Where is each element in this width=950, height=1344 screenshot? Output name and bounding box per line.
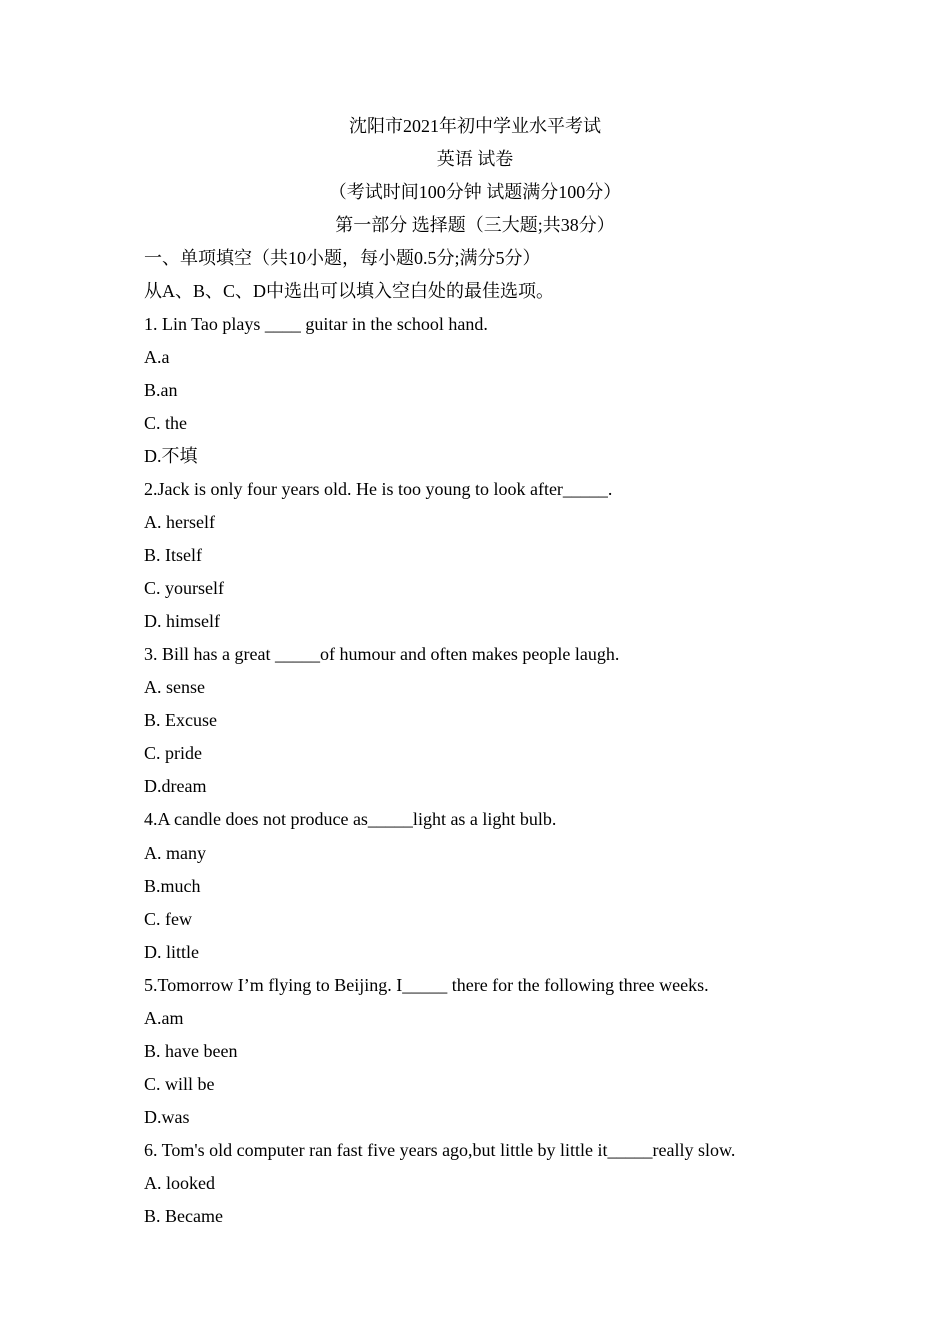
section-heading: 一、单项填空（共10小题，每小题0.5分;满分5分） [144,248,541,268]
question-option: B. Became [144,1206,223,1226]
part-heading: 第一部分 选择题（三大题;共38分） [335,215,615,235]
exam-title: 沈阳市2021年初中学业水平考试 [349,116,601,136]
question-stem: 3. Bill has a great _____of humour and often makes people laugh. [144,644,620,664]
question-option: C. will be [144,1074,215,1094]
question-option: C. the [144,413,187,433]
question-stem: 5.Tomorrow I’m flying to Beijing. I_____ there for the following three weeks. [144,975,709,995]
question-option: A.a [144,347,170,367]
question-option: D. little [144,942,199,962]
question-option: A.am [144,1008,184,1028]
question-option: A. looked [144,1173,215,1193]
question-option: C. yourself [144,578,224,598]
question-option: A. sense [144,677,205,697]
question-option: B.an [144,380,178,400]
question-option: C. pride [144,743,202,763]
exam-subject: 英语 试卷 [436,149,514,169]
question-option: D.不填 [144,446,198,466]
question-stem: 2.Jack is only four years old. He is too young to look after_____. [144,479,613,499]
question-option: D.dream [144,776,207,796]
question-stem: 4.A candle does not produce as_____light as a light bulb. [144,809,557,829]
exam-info: （考试时间100分钟 试题满分100分） [328,182,622,202]
question-option: C. few [144,909,192,929]
question-option: A. many [144,843,206,863]
question-option: A. herself [144,512,215,532]
section-instruction: 从A、B、C、D中选出可以填入空白处的最佳选项。 [144,281,555,301]
question-option: D.was [144,1107,190,1127]
question-option: B. Itself [144,545,202,565]
question-option: B. Excuse [144,710,217,730]
question-stem: 6. Tom's old computer ran fast five years ago,but little by little it_____really slow. [144,1140,736,1160]
question-option: D. himself [144,611,220,631]
question-option: B. have been [144,1041,238,1061]
question-stem: 1. Lin Tao plays ____ guitar in the school hand. [144,314,488,334]
question-option: B.much [144,876,201,896]
